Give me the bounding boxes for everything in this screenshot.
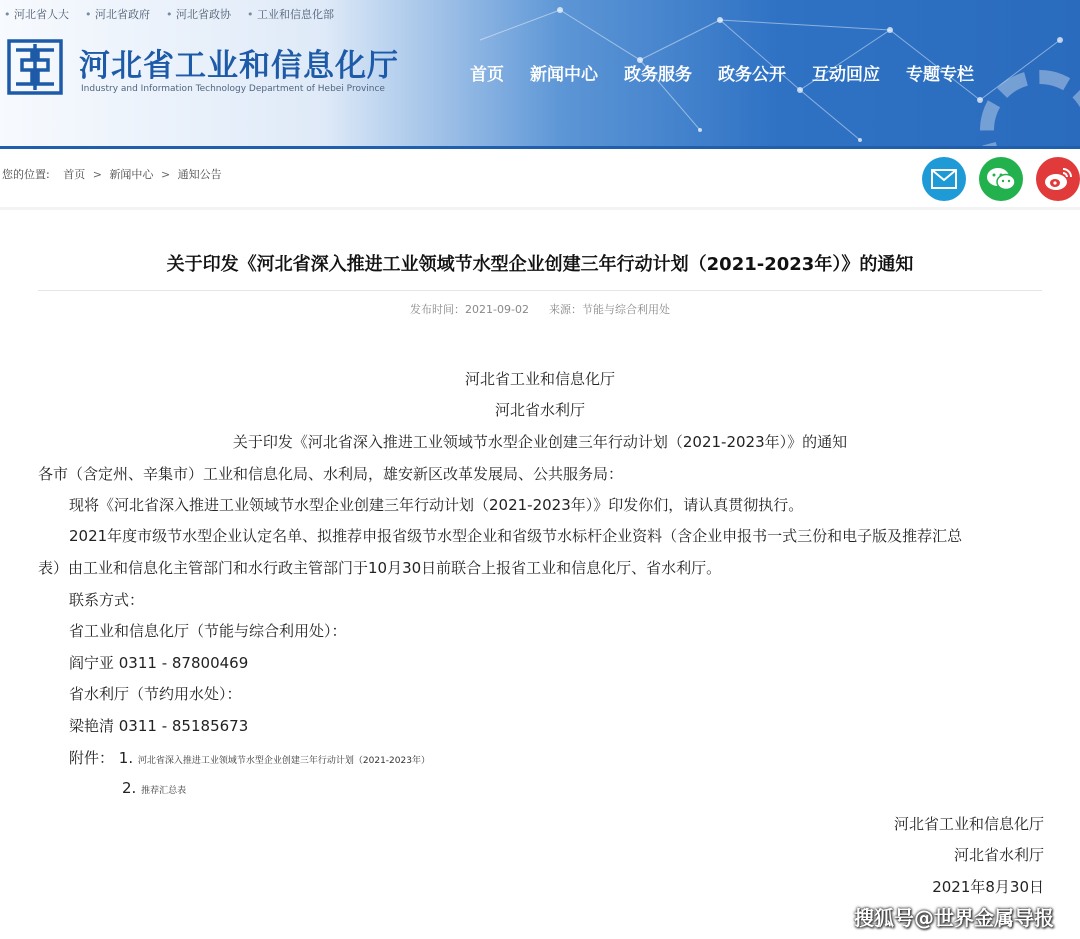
attachment-row-2 — [122, 779, 186, 797]
article-title: 关于印发《河北省深入推进工业领域节水型企业创建三年行动计划（2021-2023年）》的通知 — [166, 254, 914, 275]
paragraph-2-line-2: 表）由工业和信息化主管部门和水行政主管部门于10月30日前联合上报省工业和信息化厅、省水利厅。 — [38, 559, 722, 577]
signature-date: 2021年8月30日 — [932, 878, 1044, 896]
nav-special-topics[interactable]: 专题专栏 — [906, 65, 974, 85]
breadcrumb-notices[interactable]: 通知公告 — [177, 168, 222, 181]
share-wechat-button[interactable] — [979, 157, 1023, 201]
top-link-miit[interactable]: • 工业和信息化部 — [247, 8, 334, 21]
site-title[interactable]: 河北省工业和信息化厅 — [79, 48, 399, 84]
breadcrumb-home[interactable]: 首页 — [63, 168, 86, 181]
main-nav — [470, 60, 1000, 85]
share-mail-button[interactable] — [922, 157, 966, 201]
contact-1-person: 阎宁亚 0311 - 87800469 — [69, 654, 249, 672]
mail-icon — [931, 169, 957, 189]
watermark: 搜狐号@世界金属导报 — [854, 906, 1054, 930]
breadcrumb — [2, 166, 222, 182]
attachment-label: 附件： — [69, 749, 115, 767]
signature-2: 河北省水利厅 — [953, 846, 1044, 864]
contact-1-org: 省工业和信息化厅（节能与综合利用处）： — [69, 622, 347, 640]
salutation: 各市（含定州、辛集市）工业和信息化局、水利局，雄安新区改革发展局、公共服务局： — [38, 465, 624, 483]
site-subtitle: Industry and Information Technology Department of Hebei Province — [81, 84, 385, 94]
contact-label: 联系方式： — [69, 591, 145, 609]
weibo-icon — [1043, 166, 1073, 192]
nav-services[interactable]: 政务服务 — [624, 65, 692, 85]
attachment-1-link[interactable]: 河北省深入推进工业领域节水型企业创建三年行动计划（2021-2023年） — [137, 756, 430, 766]
notice-subject: 关于印发《河北省深入推进工业领域节水型企业创建三年行动计划（2021-2023年）》的通知 — [232, 433, 848, 451]
nav-news[interactable]: 新闻中心 — [530, 65, 598, 85]
title-divider — [38, 290, 1042, 291]
attachment-row-1 — [69, 747, 430, 768]
nav-home[interactable]: 首页 — [470, 65, 504, 85]
wechat-icon — [986, 166, 1016, 192]
attachment-2-link[interactable]: 推荐汇总表 — [141, 786, 187, 796]
article-meta — [0, 301, 1080, 317]
contact-2-org: 省水利厅（节约用水处）： — [69, 685, 242, 703]
attachment-2-number: 2. — [122, 779, 137, 797]
paragraph-1: 现将《河北省深入推进工业领域节水型企业创建三年行动计划（2021-2023年）》印发你们，请认真贯彻执行。 — [69, 496, 804, 514]
logo-icon[interactable] — [6, 38, 64, 96]
publish-date: 发布时间：2021-09-02 — [410, 303, 529, 316]
contact-2-person: 梁艳清 0311 - 85185673 — [69, 717, 249, 735]
share-weibo-button[interactable] — [1036, 157, 1080, 201]
article-source: 来源：节能与综合利用处 — [548, 303, 670, 316]
issuer-1: 河北省工业和信息化厅 — [464, 370, 615, 388]
article-card — [0, 210, 1080, 939]
breadcrumb-news[interactable]: 新闻中心 — [109, 168, 154, 181]
top-links — [4, 6, 350, 22]
breadcrumb-bar — [0, 149, 1080, 207]
site-header — [0, 0, 1080, 146]
nav-open-affairs[interactable]: 政务公开 — [718, 65, 786, 85]
nav-interaction[interactable]: 互动回应 — [812, 65, 880, 85]
breadcrumb-label: 您的位置: — [2, 168, 50, 181]
breadcrumb-separator: > — [160, 168, 171, 181]
top-link-npc[interactable]: • 河北省人大 — [4, 8, 69, 21]
top-link-cppcc[interactable]: • 河北省政协 — [166, 8, 231, 21]
breadcrumb-separator: > — [92, 168, 102, 181]
signature-1: 河北省工业和信息化厅 — [893, 815, 1044, 833]
top-link-gov[interactable]: • 河北省政府 — [85, 8, 150, 21]
paragraph-2-line-1: 2021年度市级节水型企业认定名单、拟推荐申报省级节水型企业和省级节水标杆企业资料（含企业申报书一式三份和电子版及推荐汇总 — [69, 527, 963, 545]
issuer-2: 河北省水利厅 — [494, 401, 585, 419]
attachment-1-number: 1. — [118, 749, 134, 767]
